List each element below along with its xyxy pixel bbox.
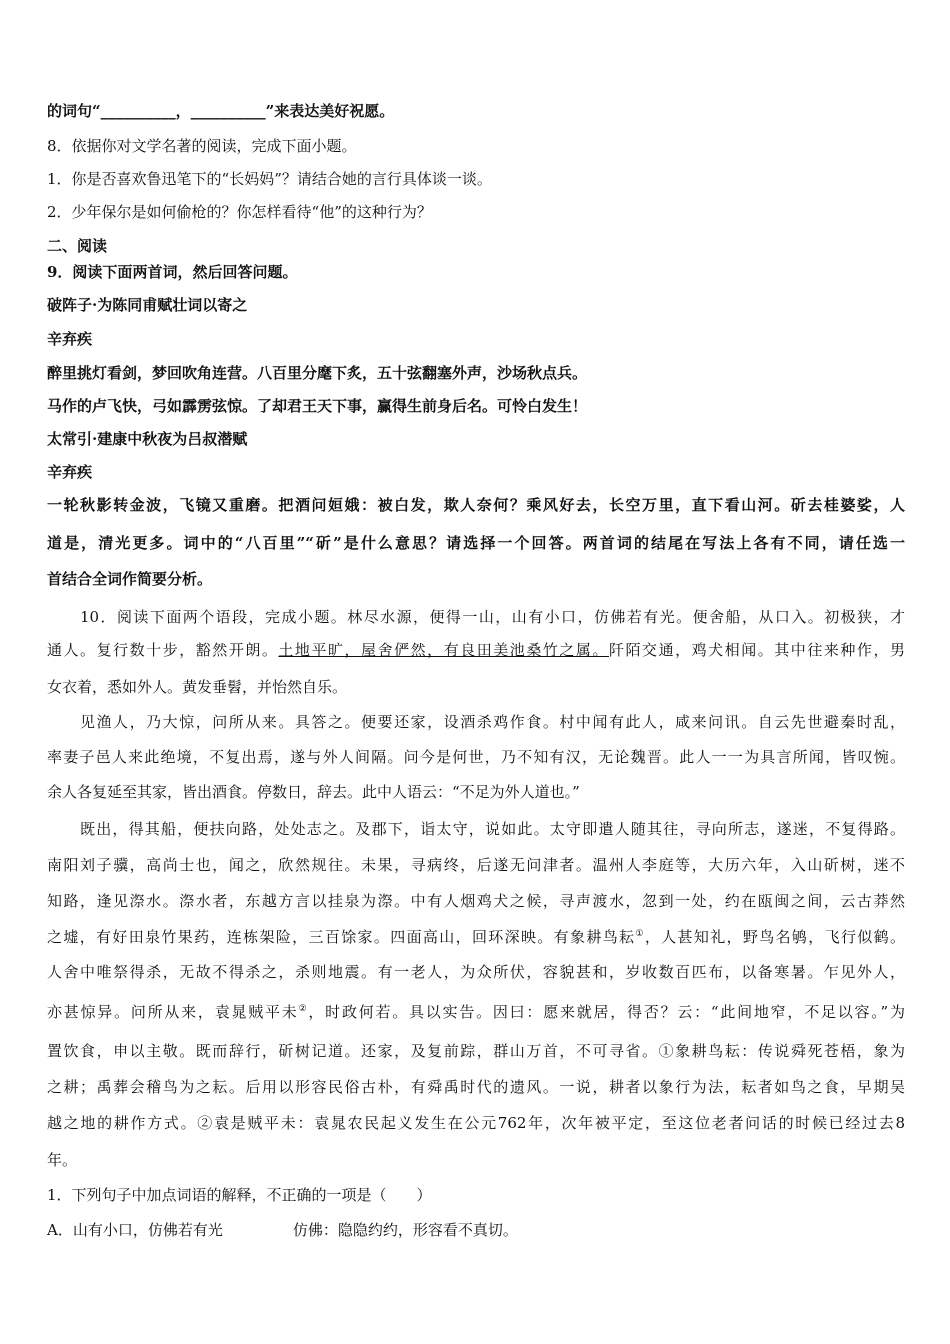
q10-para-line: 见渔人，乃大惊，问所从来。具答之。便要还家，设酒杀鸡作食。村中闻有此人，咸来问讯。自云先世避秦时乱， (80, 713, 905, 731)
question-9-title: 9．阅读下面两首词，然后回答问题。 (47, 263, 298, 281)
q10-para-line: 年。 (47, 1151, 78, 1169)
q10-para-line (47, 1001, 905, 1023)
poem-2-line: 首结合全词作简要分析。 (47, 570, 213, 588)
answer-blank-1[interactable]: __________ (100, 102, 176, 120)
text: 亦甚惊异。问所从来，袁晁贼平未 (47, 1003, 299, 1021)
poem-2-line: 一轮秋影转金波，飞镜又重磨。把酒问姮娥：被白发，欺人奈何？乘风好去，长空万里，直下看山河。斫去桂婆娑，人 (47, 496, 905, 514)
text: 阡陌交通，鸡犬相闻。其中往来种作，男 (608, 641, 905, 659)
footnote-marker-2: ② (298, 1004, 309, 1014)
poem-1-line: 醉里挑灯看剑，梦回吹角连营。八百里分麾下炙，五十弦翻塞外声，沙场秋点兵。 (47, 364, 588, 382)
option-a-sentence: A．山有小口，仿佛若有光 (47, 1221, 223, 1239)
q7-suffix: ”来表达美好祝愿。 (265, 102, 395, 120)
q7-comma: ， (175, 102, 191, 120)
text: ，时政何若。具以实告。因曰：愿来就居，得否？云：“此间地窄，不足以容。”为 (308, 1003, 905, 1021)
poem-2-title: 太常引·建康中秋夜为吕叔潜赋 (47, 430, 248, 448)
poem-1-title: 破阵子·为陈同甫赋壮词以寄之 (47, 296, 248, 314)
q10-para-line: 余人各复延至其家，皆出酒食。停数日，辞去。此中人语云：“不足为外人道也。” (47, 783, 580, 801)
text: 之墟，有好田泉竹果药，连栋架险，三百馀家。四面高山，回环深映。有象耕鸟耘 (47, 928, 636, 946)
q10-para-line: 率妻子邑人来此绝境，不复出焉，遂与外人间隔。问今是何世，乃不知有汉，无论魏晋。此人一一为具言所闻，皆叹惋。 (47, 748, 905, 766)
poem-2-author: 辛弃疾 (47, 463, 93, 481)
q10-para-line (47, 639, 905, 661)
question-8-sub-2: 2．少年保尔是如何偷枪的？你怎样看待“他”的这种行为？ (47, 203, 432, 221)
q10-para-line: 既出，得其船，便扶向路，处处志之。及郡下，诣太守，说如此。太守即遣人随其往，寻向所志，遂迷，不复得路。 (80, 820, 905, 838)
q10-para-line: 南阳刘子骥，高尚士也，闻之，欣然规往。未果，寻病终，后遂无问津者。温州人李庭等，大历六年，入山斫树，迷不 (47, 856, 905, 874)
poem-2-line: 道是，清光更多。词中的“八百里”“斫”是什么意思？请选择一个回答。两首词的结尾在写法上各有不同，请任选一 (47, 534, 905, 552)
poem-1-line: 马作的卢飞快，弓如霹雳弦惊。了却君王天下事，赢得生前身后名。可怜白发生！ (47, 397, 588, 415)
q10-sub-1: 1．下列句子中加点词语的解释，不正确的一项是（ ） (47, 1186, 432, 1204)
q10-para-line: 之耕；禹葬会稽鸟为之耘。后用以形容民俗古朴，有舜禹时代的遗风。一说，耕者以象行为法，耘者如鸟之食，早期吴 (47, 1078, 905, 1096)
underlined-sentence: 土地平旷，屋舍俨然，有良田美池桑竹之属。 (278, 641, 609, 659)
q10-para-line: 越之地的耕作方式。②袁是贼平未：袁晁农民起义发生在公元762年，次年被平定，至这位老者问话的时候已经过去8 (47, 1114, 905, 1132)
poem-1-author: 辛弃疾 (47, 330, 93, 348)
q10-para-line (47, 926, 905, 948)
option-a[interactable] (47, 1219, 905, 1241)
q10-para-line: 置饮食，申以主敬。既而辞行，斫树记道。还家，及复前踪，群山万首，不可寻省。①象耕鸟耘：传说舜死苍梧，象为 (47, 1042, 905, 1060)
question-8-sub-1: 1．你是否喜欢鲁迅笔下的“长妈妈”？请结合她的言行具体谈一谈。 (47, 170, 492, 188)
question-7-tail (47, 100, 905, 122)
section-heading: 二、阅读 (47, 237, 108, 255)
footnote-marker-1: ① (635, 929, 645, 939)
option-a-gloss: 仿佛：隐隐约约，形容看不真切。 (292, 1221, 518, 1239)
q10-para-line: 女衣着，悉如外人。黄发垂髫，并怡然自乐。 (47, 678, 348, 696)
q10-para-line: 10．阅读下面两个语段，完成小题。林尽水源，便得一山，山有小口，仿佛若有光。便舍船，从口入。初极狭，才 (80, 608, 905, 626)
text: 通人。复行数十步，豁然开朗。 (47, 641, 279, 659)
q10-para-line: 知路，逢见漈水。漈水者，东越方言以挂泉为漈。中有人烟鸡犬之候，寻声渡水，忽到一处，约在瓯闽之间，云古莽然 (47, 892, 905, 910)
q7-prefix: 的词句“ (47, 102, 101, 120)
text: ，人甚知礼，野鸟名鸲，飞行似鹤。 (644, 928, 905, 946)
answer-blank-2[interactable]: __________ (190, 102, 266, 120)
q10-para-line: 人舍中唯祭得杀，无故不得杀之，杀则地震。有一老人，为众所伏，容貌甚和，岁收数百匹布，以备寒暑。乍见外人， (47, 963, 905, 981)
question-8-title: 8．依据你对文学名著的阅读，完成下面小题。 (47, 137, 357, 155)
